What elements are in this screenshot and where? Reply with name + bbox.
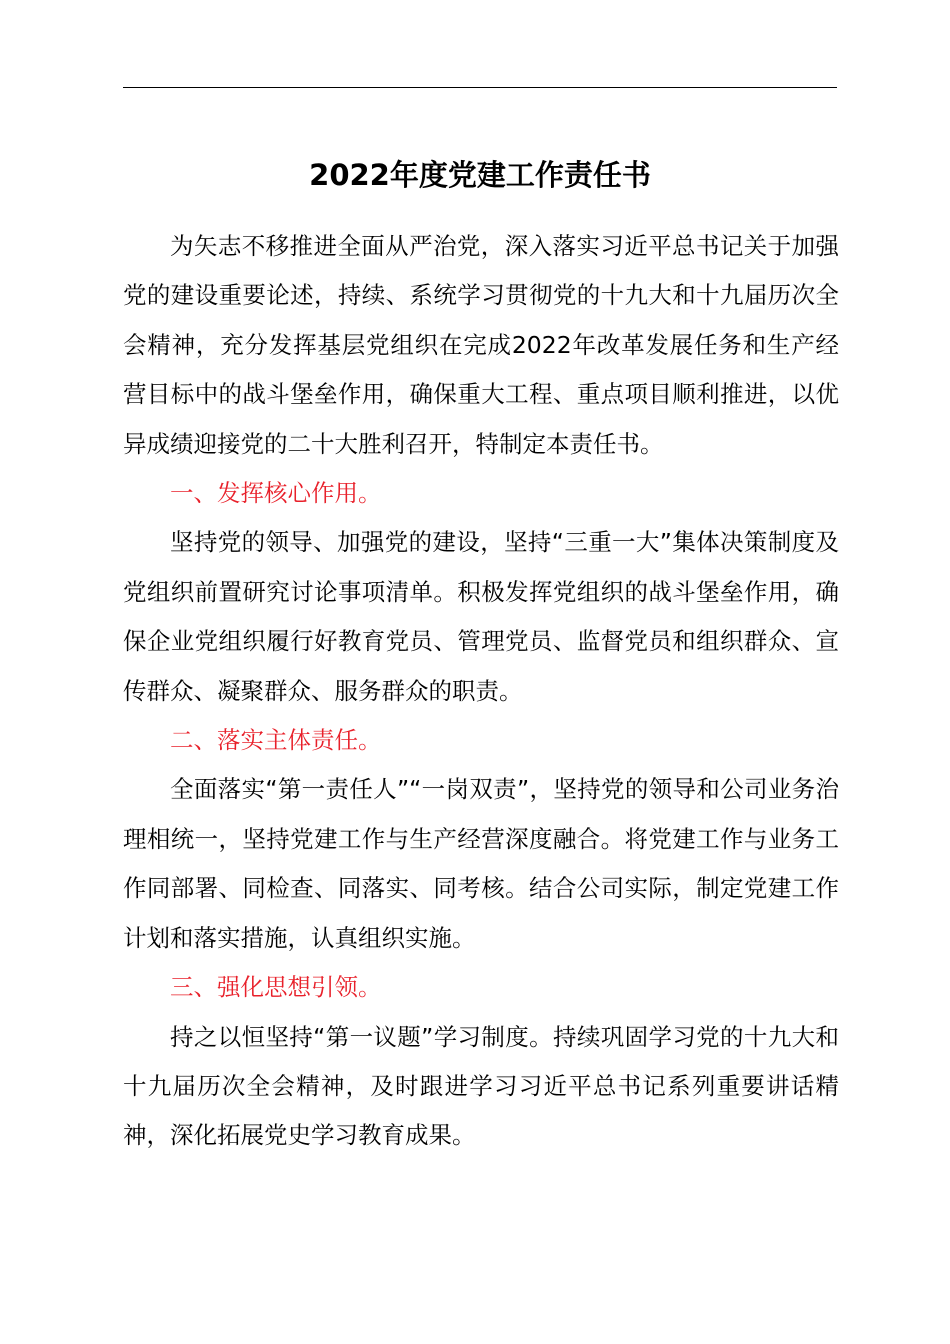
document-body: [123, 222, 839, 1161]
section-body-2: 全面落实“第一责任人”“一岗双责”，坚持党的领导和公司业务治理相统一，坚持党建工作与生产经营深度融合。将党建工作与业务工作同部署、同检查、同落实、同考核。结合公司实际，制定党建工作计划和落实措施，认真组织实施。: [123, 775, 839, 952]
section-heading-1: 一、发挥核心作用。: [170, 479, 382, 508]
section-heading-3: 三、强化思想引领。: [170, 973, 382, 1002]
section-heading-2: 二、落实主体责任。: [170, 726, 382, 755]
section-body-3: 持之以恒坚持“第一议题”学习制度。持续巩固学习党的十九大和十九届历次全会精神，及时跟进学习习近平总书记系列重要讲话精神，深化拓展党史学习教育成果。: [123, 1022, 839, 1150]
header-rule: [123, 87, 837, 88]
intro-paragraph: 为矢志不移推进全面从严治党，深入落实习近平总书记关于加强党的建设重要论述，持续、系统学习贯彻党的十九大和十九届历次全会精神，充分发挥基层党组织在完成2022年改革发展任务和生产经营目标中的战斗堡垒作用，确保重大工程、重点项目顺利推进，以优异成绩迎接党的二十大胜利召开，特制定本责任书。: [123, 232, 839, 458]
section-body-1: 坚持党的领导、加强党的建设，坚持“三重一大”集体决策制度及党组织前置研究讨论事项清单。积极发挥党组织的战斗堡垒作用，确保企业党组织履行好教育党员、管理党员、监督党员和组织群众、宣传群众、凝聚群众、服务群众的职责。: [123, 528, 839, 705]
page-title: 2022年度党建工作责任书: [309, 158, 651, 192]
